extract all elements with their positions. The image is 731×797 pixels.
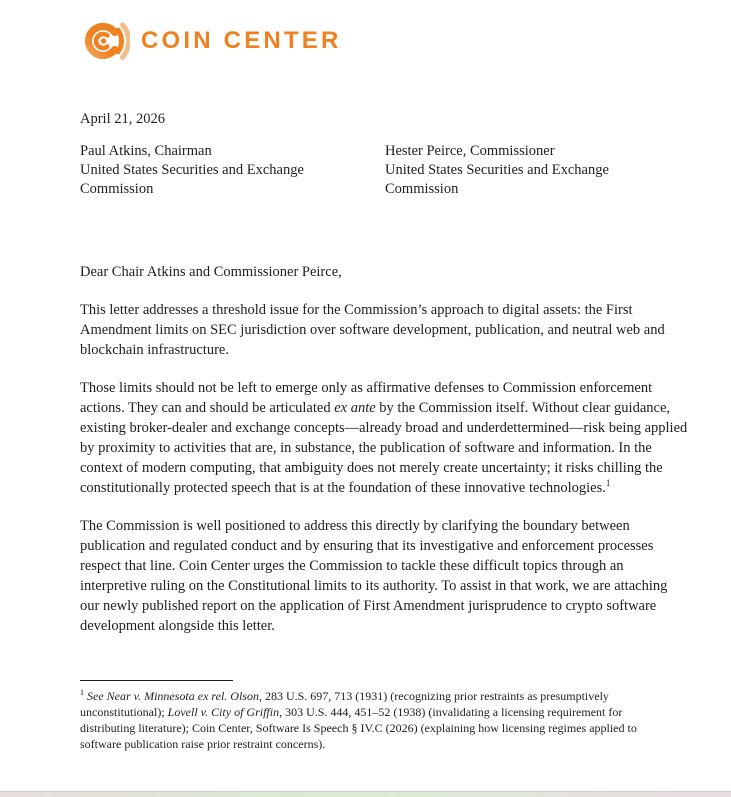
- case-citation: Lovell v. City of Griffin: [167, 705, 280, 719]
- recipient-org-line2: Commission: [385, 181, 459, 197]
- recipient-left: [80, 142, 385, 199]
- coin-center-arcs-icon: [80, 14, 130, 68]
- paragraph-text: by the Commission itself. Without clear guidance, existing broker-dealer and exchange concepts—already broad and underdettermined—risk being applied by proximity to activities that are, in substance, the publication of software and information. In the context of modern computing, that ambiguity does not merely create uncertainty; it risks chilling the constitutionally protected speech that is at the foundation of these innovative technologies.: [80, 400, 688, 496]
- brand-wordmark: COIN CENTER: [141, 27, 342, 54]
- footnote-text: [80, 688, 658, 752]
- recipient-org-line1: United States Securities and Exchange: [80, 162, 304, 178]
- letter-date: April 21, 2026: [80, 111, 165, 127]
- footnote-marker: 1: [80, 688, 84, 697]
- latin-phrase: ex ante: [334, 400, 376, 416]
- body-paragraph-2: [80, 378, 690, 498]
- recipient-org-line2: Commission: [80, 181, 154, 197]
- recipient-name: Paul Atkins, Chairman: [80, 143, 212, 159]
- salutation: Dear Chair Atkins and Commissioner Peirce,: [80, 264, 342, 280]
- footnote-segment: , 303 U.S. 444, 451–52 (1938) (invalidating a licensing requirement for distributing literature); Coin Center, Software Is Speech § IV.C (2026) (explaining how licensing regimes applied to software publication raise prior restraint concerns).: [80, 705, 637, 751]
- footnote-reference: 1: [605, 478, 611, 489]
- recipient-org-line1: United States Securities and Exchange: [385, 162, 609, 178]
- paragraph-text: Those limits should not be left to emerge only as affirmative defenses to Commission enforcement actions. They can and should be articulated: [80, 380, 653, 416]
- recipient-name: Hester Peirce, Commissioner: [385, 143, 555, 159]
- coin-center-logo: [80, 14, 690, 68]
- body-paragraph-3: The Commission is well positioned to address this directly by clarifying the boundary between publication and regulated conduct and by ensuring that its investigative and enforcement processes respect that line. Coin Center urges the Commission to tackle these difficult topics through an interpretive ruling on the Constitutional limits to its authority. To assist in that work, we are attaching our newly published report on the application of First Amendment jurisprudence to crypto software development alongside this letter.: [80, 518, 668, 634]
- body-paragraph-1: This letter addresses a threshold issue for the Commission’s approach to digital assets: the First Amendment limits on SEC jurisdiction over software development, publication, and neutral web and blockchain infrastructure.: [80, 302, 665, 358]
- case-citation: See Near v. Minnesota ex rel. Olson: [87, 689, 259, 703]
- footnote-segment: , 283 U.S. 697, 713 (1931) (recognizing prior restraints as presumptively unconstitutional);: [80, 689, 609, 719]
- footnote-separator: [80, 680, 233, 681]
- recipient-block: [80, 142, 690, 199]
- recipient-right: [385, 142, 690, 199]
- screen-edge-strip: [0, 791, 731, 797]
